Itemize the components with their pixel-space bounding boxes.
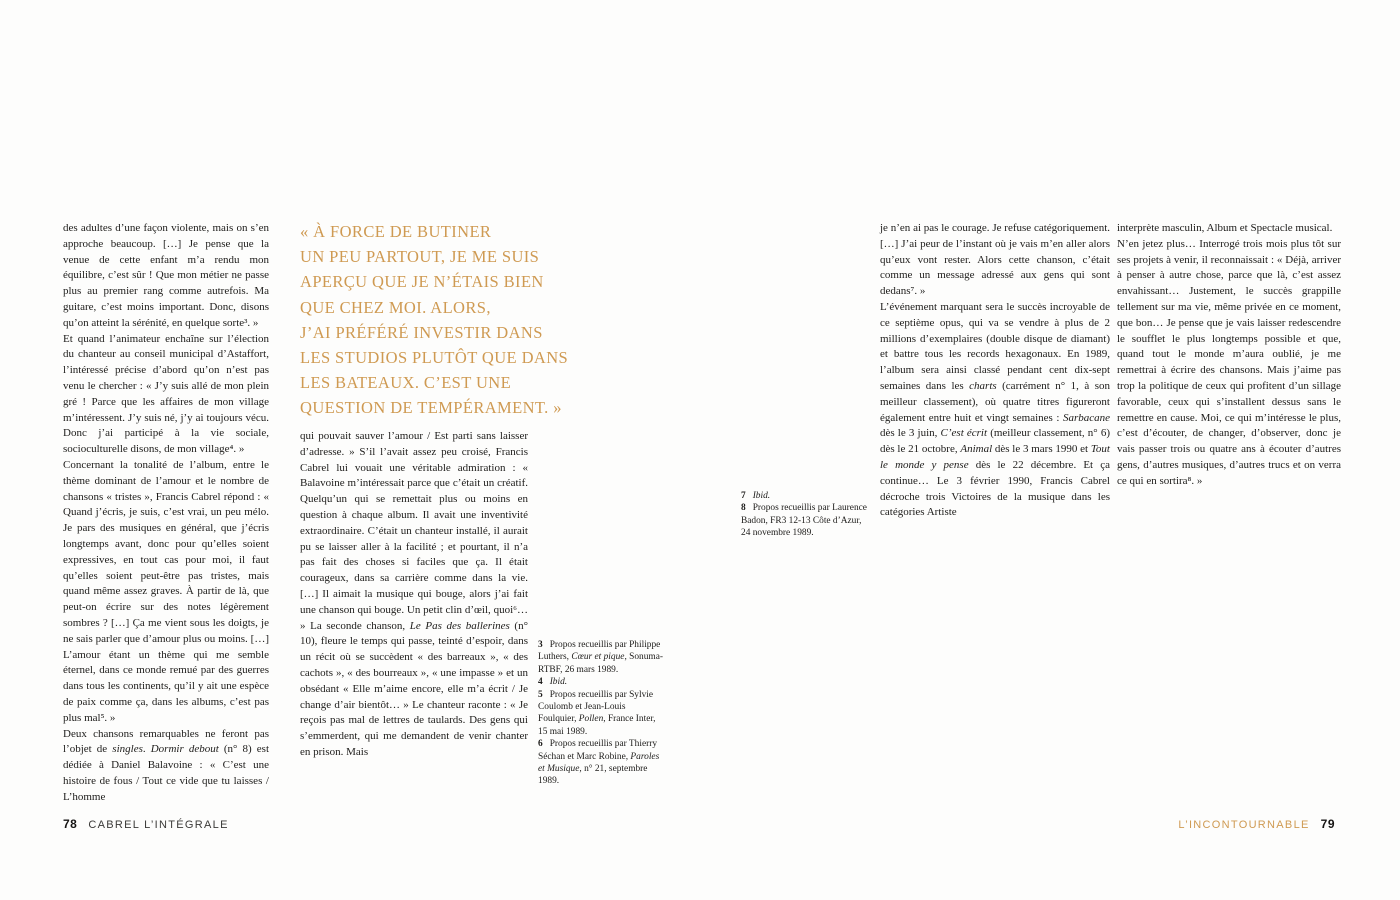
left-page-footer [63,817,229,831]
running-title: L’INCONTOURNABLE [1178,819,1310,831]
footnote-item [538,689,666,739]
paragraph: N’en jetez plus… Interrogé trois mois plus tôt sur ses projets à venir, il reconnaissait : « Déjà, arriver à penser à autre chose, parce que là, c’est assez envahissant… Justement, le succès grappille tellement sur ma vie, même privée en ce moment, que bon… Je pense que je vais laisser redescendre le soufflet le plus longtemps possible et que, quand tout le monde m’aura oublié, je me remettrai à écrire des chansons. Mais j’aime pas trop la politique de ceux qui profitent d’un sillage favorable, ceux qui s’installent dessus sans le remettre en cause. Moi, ce qui m’intéresse le plus, c’est d’écouter, de changer, d’observer, donc je vais passer trois ou quatre ans à écouter d’autres gens, d’autres musiques, d’autres trucs et on verra ce qui en sortira⁸. » [1117,237,1341,487]
right-page-column-1 [880,221,1110,521]
right-page-column-2 [1117,221,1341,490]
footnote-item [741,502,873,539]
running-title: CABREL L’INTÉGRALE [88,819,229,831]
footnote-text: Propos recueillis par Sylvie Coulomb et Jean-Louis Foulquier, Pollen, France Inter, 15 mai 1989. [538,689,656,737]
footnote-item [538,738,666,788]
footnote-number: 6 [538,739,543,750]
footnote-text: Propos recueillis par Philippe Luthers, Cœur et pique, Sonuma-RTBF, 26 mars 1989. [538,640,663,675]
paragraph: interprète masculin, Album et Spectacle musical. [1117,222,1333,234]
footnotes-left-page [538,639,666,788]
left-page-column-1 [63,221,269,805]
footnote-number: 4 [538,677,543,688]
footnote-item [741,490,873,502]
footnote-item [538,639,666,676]
footnote-number: 5 [538,689,543,700]
footnote-text: Propos recueillis par Thierry Séchan et Marc Robine, Paroles et Musique, n° 21, septembre 1989. [538,739,660,787]
paragraph: des adultes d’une façon violente, mais on s’en approche beaucoup. […] Je pense que la venue de cette enfant m’a rendu mon équilibre, c’est sûr ! Que mon métier ne passe plus au premier rang comme autrefois. Ma guitare, c’est moins important. Donc, disons qu’on atteint la sérénité, en quelque sorte³. » [63,222,269,329]
page-number: 79 [1320,817,1335,831]
left-page-column-2 [300,429,528,761]
right-page-footer [1178,817,1335,831]
page-number: 78 [63,817,78,831]
paragraph: Concernant la tonalité de l’album, entre le thème dominant de l’amour et le nombre de chansons « tristes », Francis Cabrel répond : « Quand j’écris, je suis, c’est vrai, un peu mélo. Je pars des musiques en général, que j’écris longtemps avant, donc pour qu’elles soient expressives, en tout cas pour moi, il faut qu’elles soient peut-être pas tristes, mais quand même assez graves. À partir de là, que peut-on écrire sur des notes légèrement sombres ? […] Ça me vient sous les doigts, je ne sais parler que d’amour plus ou moins. […] L’amour étant un thème qui me semble éternel, dans ce monde remué par des guerres dans tous les continents, qu’il y ait une espèce de paix comme ça, dans les albums, c’est pas plus mal⁵. » [63,458,269,724]
footnote-number: 7 [741,491,746,501]
pull-quote: « À FORCE DE BUTINER UN PEU PARTOUT, JE ME SUIS APERÇU QUE JE N’ÉTAIS BIEN QUE CHEZ MOI. ALORS, J’AI PRÉFÉRÉ INVESTIR DANS LES STUDIOS PLUTÔT QUE DANS LES BATEAUX. C’EST UNE QUESTION DE TEMPÉRAMENT. » [300,222,569,418]
paragraph: qui pouvait sauver l’amour / Est parti sans laisser d’adresse. » S’il l’avait assez peu croisé, Francis Cabrel lui vouait une véritable admiration : « Balavoine m’intéressait parce que c’était un créatif. Quelqu’un qui se remettait plus ou moins en question à chaque album. Il avait une inventivité extraordinaire. C’était un chanteur installé, il aurait pu se laisser aller à la facilité ; et pourtant, il n’a pas fait des choses si faciles que ça. Il était courageux, dans sa carrière comme dans la vie. […] Il aimait la musique qui bouge, alors j’ai fait une chanson qui bouge. Un petit clin d’œil, quoi⁶… » La seconde chanson, Le Pas des ballerines (n° 10), fleure le temps qui passe, teinté d’espoir, dans un récit où se succèdent « des barreaux », « des cachots », « des bourreaux », « une impasse » et un obsédant « Elle m’aime encore, elle m’a écrit / Je change d’air bientôt… » Le chanteur raconte : « Je reçois pas mal de lettres de taulards. Des gens qui s’emmerdent, qui me demandent de venir chanter en prison. Mais [300,430,528,758]
paragraph: Deux chansons remarquables ne feront pas l’objet de singles. Dormir debout (n° 8) est dédiée à Daniel Balavoine : « C’est une histoire de fous / Tout ce vide que tu laisses / L’homme [63,727,269,803]
footnote-item [538,676,666,688]
paragraph: je n’en ai pas le courage. Je refuse catégoriquement. […] J’ai peur de l’instant où je vais m’en aller alors qu’eux vont rester. Alors cette chanson, c’était comme un message adressé aux gens qui sont dedans⁷. » [880,222,1110,298]
footnote-text: Ibid. [549,677,568,688]
footnote-text: Ibid. [752,491,771,501]
footnote-number: 8 [741,503,746,514]
footnote-number: 3 [538,640,543,650]
footnotes-right-page [741,490,873,540]
paragraph: Et quand l’animateur enchaîne sur l’élection du chanteur au conseil municipal d’Astaffort, l’intéressé précise d’abord qu’on n’est pas venu le chercher : « J’y suis allé de mon plein gré ! Parce que les affaires de mon village m’intéressent. J’y suis né, j’y ai toujours vécu. Donc j’ai participé à la vie sociale, socioculturelle disons, de mon village⁴. » [63,332,269,456]
footnote-text: Propos recueillis par Laurence Badon, FR3 12-13 Côte d’Azur, 24 novembre 1989. [741,503,867,539]
paragraph: L’événement marquant sera le succès incroyable de ce septième opus, qui va se vendre à plus de 2 millions d’exemplaires (double disque de diamant) et battre tous les records hexagonaux. En 1989, l’album sera ainsi classé pendant cent dix-sept semaines dans les charts (carrément n° 1, à son meilleur classement), où quatre titres figureront également entre huit et vingt semaines : Sarbacane dès le 3 juin, C’est écrit (meilleur classement, n° 6) dès le 21 octobre, Animal dès le 3 mars 1990 et Tout le monde y pense dès le 22 décembre. Et ça continue… Le 3 février 1990, Francis Cabrel décroche trois Victoires de la musique dans les catégories Artiste [880,300,1111,519]
